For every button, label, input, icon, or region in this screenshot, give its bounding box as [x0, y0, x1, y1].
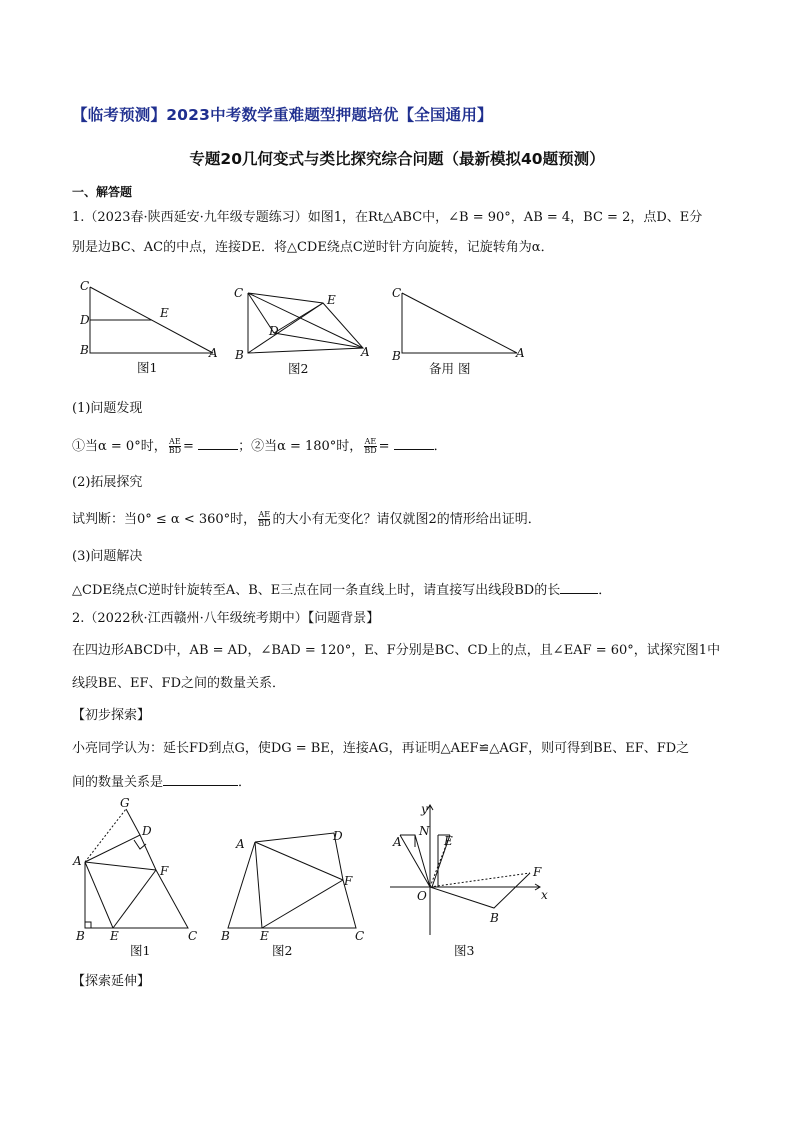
- label-O: O: [417, 889, 427, 903]
- q1-part2-a: 试判断：当0° ≤ α < 360°时，: [72, 512, 257, 527]
- q2-sub1: 【初步探索】: [72, 708, 151, 723]
- label-A: A: [209, 346, 218, 360]
- label-A: A: [516, 346, 525, 360]
- q1-part2-b: 的大小有无变化？请仅就图2的情形给出证明．: [272, 512, 541, 527]
- q1-part1-title: (1)问题发现: [72, 401, 143, 416]
- label-G: G: [120, 796, 130, 810]
- equals: =: [183, 439, 194, 454]
- header-banner: 【临考预测】2023中考数学重难题型押题培优【全国通用】: [72, 106, 493, 124]
- label-D: D: [333, 829, 343, 843]
- q1-part3-line: [72, 581, 611, 599]
- label-D: D: [269, 324, 279, 338]
- section-heading: 一、解答题: [72, 185, 133, 199]
- label-B: B: [221, 929, 230, 943]
- label-C: C: [392, 286, 402, 300]
- q1-spare-caption: 备用 图: [429, 361, 471, 376]
- label-B: B: [490, 911, 499, 925]
- period: ．: [238, 775, 252, 790]
- q1-part2-title: (2)拓展探究: [72, 475, 143, 490]
- page-title: 专题20几何变式与类比探究综合问题（最新模拟40题预测）: [189, 150, 605, 168]
- label-E: E: [444, 834, 453, 848]
- q1-part1-line: [72, 437, 447, 455]
- label-C: C: [355, 929, 365, 943]
- q1-part3-title: (3)问题解决: [72, 549, 143, 564]
- q2-fig1-caption: 图1: [130, 943, 151, 958]
- label-E: E: [160, 306, 169, 320]
- q2-fig2-caption: 图2: [272, 943, 293, 958]
- label-E: E: [260, 929, 269, 943]
- q2-figures: [70, 795, 560, 960]
- q1-line1: 1.（2023春·陕西延安·九年级专题练习）如图1，在Rt△ABC中，∠B = 90°，AB = 4，BC = 2，点D、E分: [72, 210, 703, 225]
- q2-blank[interactable]: [163, 773, 238, 786]
- period: ．: [598, 583, 612, 598]
- q2-sub2: 【探索延伸】: [72, 974, 151, 989]
- label-B: B: [80, 343, 89, 357]
- label-B: B: [235, 348, 244, 362]
- label-A: A: [73, 854, 82, 868]
- label-N: N: [419, 824, 430, 838]
- label-A: A: [236, 837, 245, 851]
- label-F: F: [533, 865, 542, 879]
- label-F: F: [160, 864, 169, 878]
- period: ．: [433, 439, 447, 454]
- label-x: x: [541, 888, 548, 902]
- label-E: E: [110, 929, 119, 943]
- q1-line2: 别是边BC、AC的中点，连接DE．将△CDE绕点C逆时针方向旋转，记旋转角为α．: [72, 240, 554, 255]
- q1-part1-a: ①当α = 0°时，: [72, 439, 167, 454]
- q1-part1-blank2[interactable]: [394, 437, 434, 450]
- q1-part2-line: [72, 511, 541, 528]
- q1-part3: △CDE绕点C逆时针旋转至A、B、E三点在同一条直线上时，请直接写出线段BD的长: [72, 583, 561, 598]
- label-C: C: [234, 286, 244, 300]
- label-y: y: [421, 802, 428, 816]
- label-A: A: [393, 835, 402, 849]
- q1-figures: [80, 280, 540, 380]
- label-B: B: [76, 929, 85, 943]
- label-E: E: [327, 293, 336, 307]
- label-A: A: [361, 345, 370, 359]
- q1-part3-blank[interactable]: [560, 581, 598, 594]
- q1-fig2-caption: 图2: [288, 361, 309, 376]
- q2-line4: 小亮同学认为：延长FD到点G，使DG = BE，连接AG，再证明△AEF≌△AGF，则可得到BE、EF、FD之: [72, 741, 690, 756]
- q2-line5-wrap: [72, 773, 251, 791]
- label-C: C: [188, 929, 198, 943]
- q2-line3: 线段BE、EF、FD之间的数量关系．: [72, 676, 285, 691]
- q1-part1-blank1[interactable]: [198, 437, 238, 450]
- label-C: C: [80, 280, 90, 293]
- equals: =: [378, 439, 390, 454]
- fraction-ae-bd: $\frac{AE}{BD}$: [364, 437, 377, 455]
- fraction-ae-bd: $\frac{AE}{BD}$: [168, 437, 182, 455]
- q1-part1-b: ；②当α = 180°时，: [238, 439, 363, 454]
- label-D: D: [142, 824, 152, 838]
- label-F: F: [344, 874, 353, 888]
- label-D: D: [80, 313, 90, 327]
- q2-fig3-caption: 图3: [454, 943, 475, 958]
- q1-fig1-caption: 图1: [137, 360, 158, 375]
- fraction-ae-bd: $\frac{AE}{BD}$: [258, 510, 271, 528]
- q2-line2: 在四边形ABCD中，AB = AD，∠BAD = 120°，E、F分别是BC、CD上的点，且∠EAF = 60°，试探究图1中: [72, 643, 721, 658]
- q2-line1: 2.（2022秋·江西赣州·八年级统考期中）【问题背景】: [72, 611, 380, 626]
- label-B: B: [392, 349, 401, 363]
- q2-line5: 间的数量关系是: [72, 775, 164, 790]
